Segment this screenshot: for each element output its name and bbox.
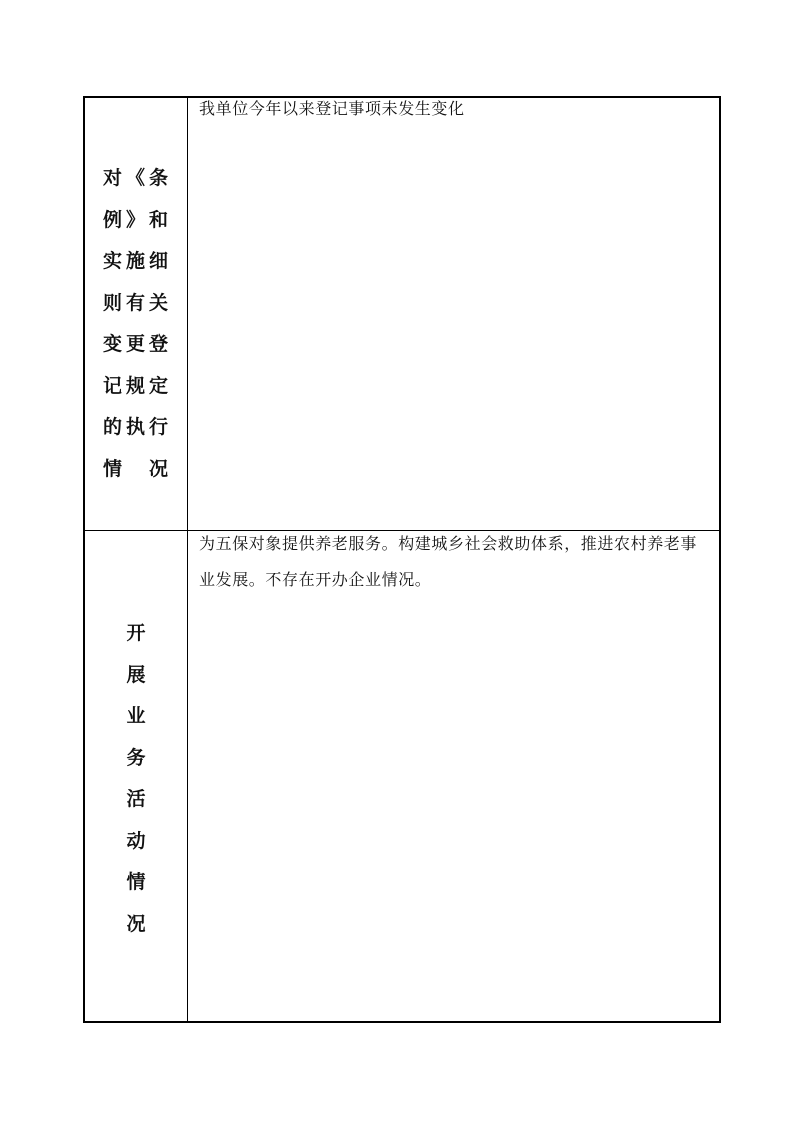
row-label-line: 的执行 — [103, 416, 169, 438]
row-label-cell — [85, 98, 188, 530]
row-label-line: 对《条 — [103, 167, 169, 189]
row-label-line: 则有关 — [103, 291, 169, 314]
row-label-line: 情 况 — [103, 457, 169, 480]
row-label-line: 记规定 — [103, 374, 169, 397]
registration-form-table — [83, 96, 721, 1023]
row-label — [85, 613, 187, 945]
row-content-text: 我单位今年以来登记事项未发生变化 — [199, 99, 465, 118]
row-content-cell — [189, 98, 719, 530]
table-row-registration-change — [85, 98, 719, 531]
row-label-line: 例》和 — [103, 208, 169, 231]
row-content-text: 为五保对象提供养老服务。构建城乡社会救助体系，推进农村养老事业发展。不存在开办企业情况。 — [199, 534, 698, 589]
row-label-line: 业 — [126, 705, 146, 727]
row-label-line: 开 — [126, 622, 146, 644]
row-label-line: 动 — [126, 829, 146, 852]
table-row-business-activities — [85, 531, 719, 1021]
row-label-line: 活 — [126, 788, 146, 810]
row-label-line: 实施细 — [103, 250, 169, 272]
row-label-line: 情 — [126, 871, 146, 893]
row-content-cell — [189, 531, 719, 1021]
row-label-line: 展 — [126, 663, 146, 686]
row-label — [85, 158, 187, 490]
row-label-line: 务 — [126, 746, 146, 769]
row-label-cell — [85, 531, 188, 1021]
row-label-line: 变更登 — [103, 333, 169, 355]
row-label-line: 况 — [126, 912, 146, 935]
